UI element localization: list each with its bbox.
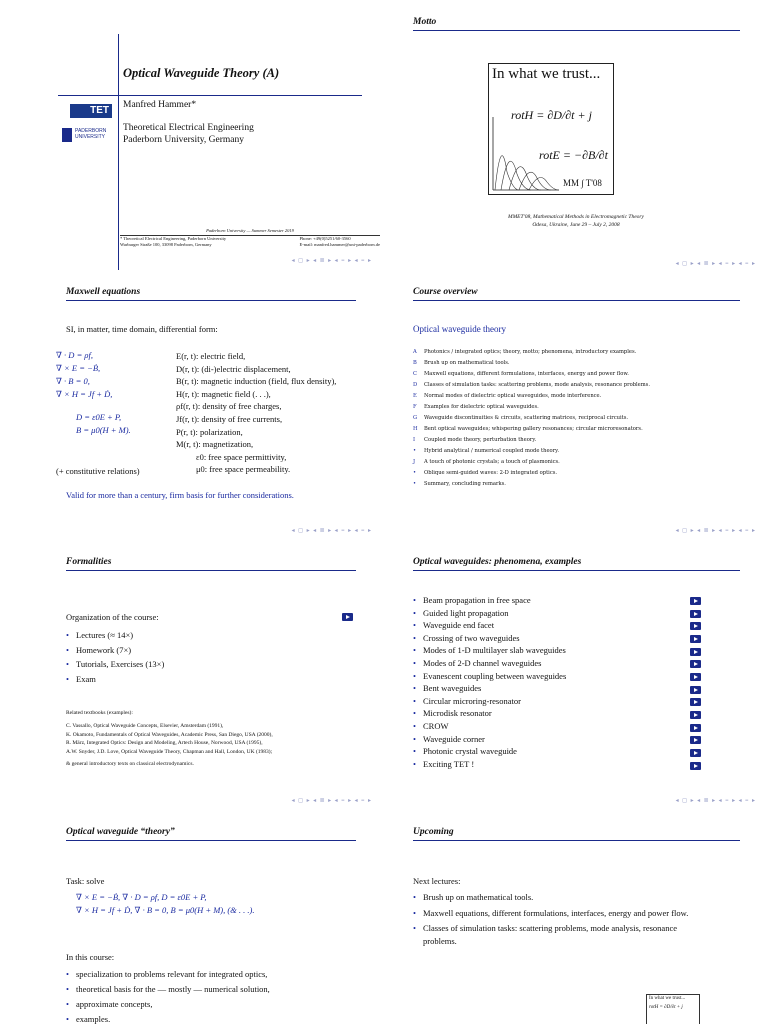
slide-title: Course overview — [413, 287, 478, 297]
phenomena-list — [413, 594, 566, 770]
tet-logo: TET — [70, 104, 112, 118]
title-rule — [58, 95, 362, 96]
list-item[interactable]: B Brush up on mathematical tools. — [413, 360, 510, 366]
list-item[interactable]: A Photonics / integrated optics; theory, motto; phenomena, introductory examples. — [413, 349, 637, 355]
list-item: • Waveguide corner — [413, 733, 566, 746]
play-button[interactable] — [690, 597, 701, 605]
play-button[interactable] — [690, 648, 701, 656]
list-item: • Crossing of two waveguides — [413, 632, 566, 645]
list-item: • theoretical basis for the — mostly — numerical solution, — [66, 982, 270, 997]
play-button[interactable] — [690, 673, 701, 681]
list-item: • Waveguide end facet — [413, 619, 566, 632]
overview-list — [413, 347, 650, 490]
upcoming-slide — [384, 810, 768, 1024]
list-item[interactable]: • Hybrid analytical / numerical coupled mode theory. — [413, 448, 560, 454]
play-button[interactable] — [690, 762, 701, 770]
page-title: Optical Waveguide Theory (A) — [123, 66, 280, 80]
play-button[interactable] — [690, 660, 701, 668]
overview-subtitle: Optical waveguide theory — [413, 324, 506, 334]
list-item: • Exam — [66, 672, 164, 687]
nav-controls[interactable]: ◂ ◻ ▸ ◂ ≣ ▸ ◂ ≡ ▸ ◂ ≡ ▸ — [291, 258, 372, 264]
list-item: • Microdisk resonator — [413, 707, 566, 720]
slide-title: Upcoming — [413, 827, 454, 837]
intro-text: SI, in matter, time domain, differential form: — [66, 324, 218, 334]
list-item: • Photonic crystal waveguide — [413, 745, 566, 758]
phenomena-slide — [384, 540, 768, 810]
list-item[interactable]: J A touch of photonic crystals; a touch of plasmonics. — [413, 459, 560, 465]
play-button[interactable] — [690, 686, 701, 694]
nav-controls[interactable]: ◂ ◻ ▸ ◂ ≣ ▸ ◂ ≡ ▸ ◂ ≡ ▸ — [675, 528, 756, 534]
play-button[interactable] — [690, 724, 701, 732]
list-item: • Homework (7×) — [66, 643, 164, 658]
list-item[interactable]: D Classes of simulation tasks: scattering problems, mode analysis, resonance problems. — [413, 382, 650, 388]
list-item: • Beam propagation in free space — [413, 594, 566, 607]
list-item: • CROW — [413, 720, 566, 733]
list-item: • Circular microring-resonator — [413, 695, 566, 708]
list-item: • Modes of 2-D channel waveguides — [413, 657, 566, 670]
maxwell-equations: ∇ · D = ρf, ∇ × E = −Ḃ, ∇ · B = 0, ∇ × H = Jf + Ḋ, D = ε0E + P, B = μ0(H + M). — [56, 350, 131, 435]
overview-slide — [384, 270, 768, 540]
list-item[interactable]: F Examples for dielectric optical waveguides. — [413, 404, 539, 410]
eq-row-1: ∇ × E = −Ḃ, ∇ · D = ρf, D = ε0E + P, — [76, 892, 207, 902]
list-item: • Evanescent coupling between waveguides — [413, 670, 566, 683]
play-button[interactable] — [690, 711, 701, 719]
list-item[interactable]: H Bent optical waveguides; whispering gallery resonances; circular microresonators. — [413, 426, 643, 432]
play-button[interactable] — [690, 635, 701, 643]
list-item[interactable]: • Summary, concluding remarks. — [413, 481, 506, 487]
list-item: • examples. — [66, 1012, 270, 1024]
nav-controls[interactable]: ◂ ◻ ▸ ◂ ≣ ▸ ◂ ≡ ▸ ◂ ≡ ▸ — [675, 261, 756, 267]
play-button[interactable] — [342, 613, 353, 621]
motto-thumbnail: In what we trust... rotH = ∂D/∂t + j — [646, 994, 700, 1024]
play-button[interactable] — [690, 749, 701, 757]
motto-slide — [384, 0, 768, 270]
eq-row-2: ∇ × H = Jf + Ḋ, ∇ · B = 0, B = μ0(H + M), (& . . .). — [76, 905, 255, 915]
list-item: • Guided light propagation — [413, 607, 566, 620]
list-item: • Tutorials, Exercises (13×) — [66, 657, 164, 672]
list-item: • Maxwell equations, different formulations, interfaces, energy and power flow. — [413, 907, 703, 920]
nav-controls[interactable]: ◂ ◻ ▸ ◂ ≣ ▸ ◂ ≡ ▸ ◂ ≡ ▸ — [291, 798, 372, 804]
list-item: • Bent waveguides — [413, 682, 566, 695]
list-item[interactable]: G Waveguide discontinuities & circuits, scattering matrices, reciprocal circuits. — [413, 415, 629, 421]
task-label: Task: solve — [66, 876, 105, 886]
in-course-label: In this course: — [66, 952, 115, 962]
play-button[interactable] — [690, 610, 701, 618]
list-item: • Classes of simulation tasks: scattering problems, mode analysis, resonance problems. — [413, 922, 703, 947]
formalities-list — [66, 628, 164, 686]
list-item[interactable]: I Coupled mode theory, perturbation theory. — [413, 437, 537, 443]
slide-title: Optical waveguides: phenomena, examples — [413, 557, 582, 567]
formalities-slide — [0, 540, 384, 810]
maxwell-slide — [0, 270, 384, 540]
list-item: • Modes of 1-D multilayer slab waveguides — [413, 644, 566, 657]
paderborn-logo: PADERBORN UNIVERSITY — [62, 128, 114, 142]
ref-heading: Related textbooks (examples): — [66, 710, 133, 716]
next-label: Next lectures: — [413, 876, 461, 886]
closing-text: Valid for more than a century, firm basis for further considerations. — [66, 490, 294, 500]
list-item: • Lectures (≈ 14×) — [66, 628, 164, 643]
list-item[interactable]: E Normal modes of dielectric optical waveguides, mode interference. — [413, 393, 602, 399]
list-item: • approximate concepts, — [66, 997, 270, 1012]
play-button[interactable] — [690, 698, 701, 706]
play-button[interactable] — [690, 736, 701, 744]
motto-caption: MMET'08, Mathematical Methods in Electromagnetic Theory Odesa, Ukraine, June 29 – July 2, 2008 — [507, 214, 644, 228]
list-item[interactable]: C Maxwell equations, different formulations, interfaces, energy and power flow. — [413, 371, 629, 377]
definitions: E(r, t): electric field, D(r, t): (di-)electric displacement, B(r, t): magnetic induction (field, flux density), H(r, t): magnetic field (. . .), ρf(r, t): density of free charges, Jf(r, t): density of free currents, P(r, t): polarization, M(r, t): magnetization, ε0: free space permittivity, μ0: free space permeability. — [176, 351, 337, 475]
slide-title: Maxwell equations — [66, 287, 141, 297]
slide-title: Formalities — [66, 557, 112, 567]
author: Manfred Hammer* — [123, 100, 197, 110]
theory-slide — [0, 810, 384, 1024]
constitutive-note: (+ constitutive relations) — [56, 466, 140, 476]
slide-title: Motto — [413, 17, 437, 27]
theory-list — [66, 967, 270, 1024]
list-item: • specialization to problems relevant for integrated optics, — [66, 967, 270, 982]
reference-list: C. Vassallo, Optical Waveguide Concepts, Elsevier, Amsterdam (1991), K. Okamoto, Fundamentals of Optical Waveguides, Academic Press, San Diego, USA (2000), R. März, Integrated Optics: Design and Modeling, Artech House, Norwood, USA (1995), A.W. Snyder, J.D. Love, Optical Waveguide Theory, Chapman and Hall, London, UK (1983); & general introductory texts on classical electrodynamics. — [66, 723, 273, 767]
institute: Theoretical Electrical Engineering Paderborn University, Germany — [123, 123, 254, 145]
org-heading: Organization of the course: — [66, 612, 159, 622]
paderborn-mark-icon — [62, 128, 72, 142]
nav-controls[interactable]: ◂ ◻ ▸ ◂ ≣ ▸ ◂ ≡ ▸ ◂ ≡ ▸ — [291, 528, 372, 534]
list-item: • Exciting TET ! — [413, 758, 566, 771]
title-slide — [0, 0, 384, 270]
play-button[interactable] — [690, 622, 701, 630]
list-item: • Brush up on mathematical tools. — [413, 891, 703, 904]
nav-controls[interactable]: ◂ ◻ ▸ ◂ ≣ ▸ ◂ ≡ ▸ ◂ ≡ ▸ — [675, 798, 756, 804]
slide-title: Optical waveguide “theory” — [66, 827, 175, 837]
list-item[interactable]: • Oblique semi-guided waves: 2-D integrated optics. — [413, 470, 558, 476]
motto-image: In what we trust... rotH = ∂D/∂t + j rotE = −∂B/∂t MM ∫ T'08 — [488, 63, 614, 195]
title-footer: Paderborn University — Summer Semester 2019 * Theoretical Electrical Engineering, Paderborn University Warburger Straße 100, 33098 Paderborn, Germany Phone: +49(0)5251/60-3560 E-mail: manfred.hammer@uni-paderborn.de — [120, 228, 380, 247]
upcoming-list — [413, 891, 703, 947]
title-vertical-rule — [118, 34, 119, 270]
